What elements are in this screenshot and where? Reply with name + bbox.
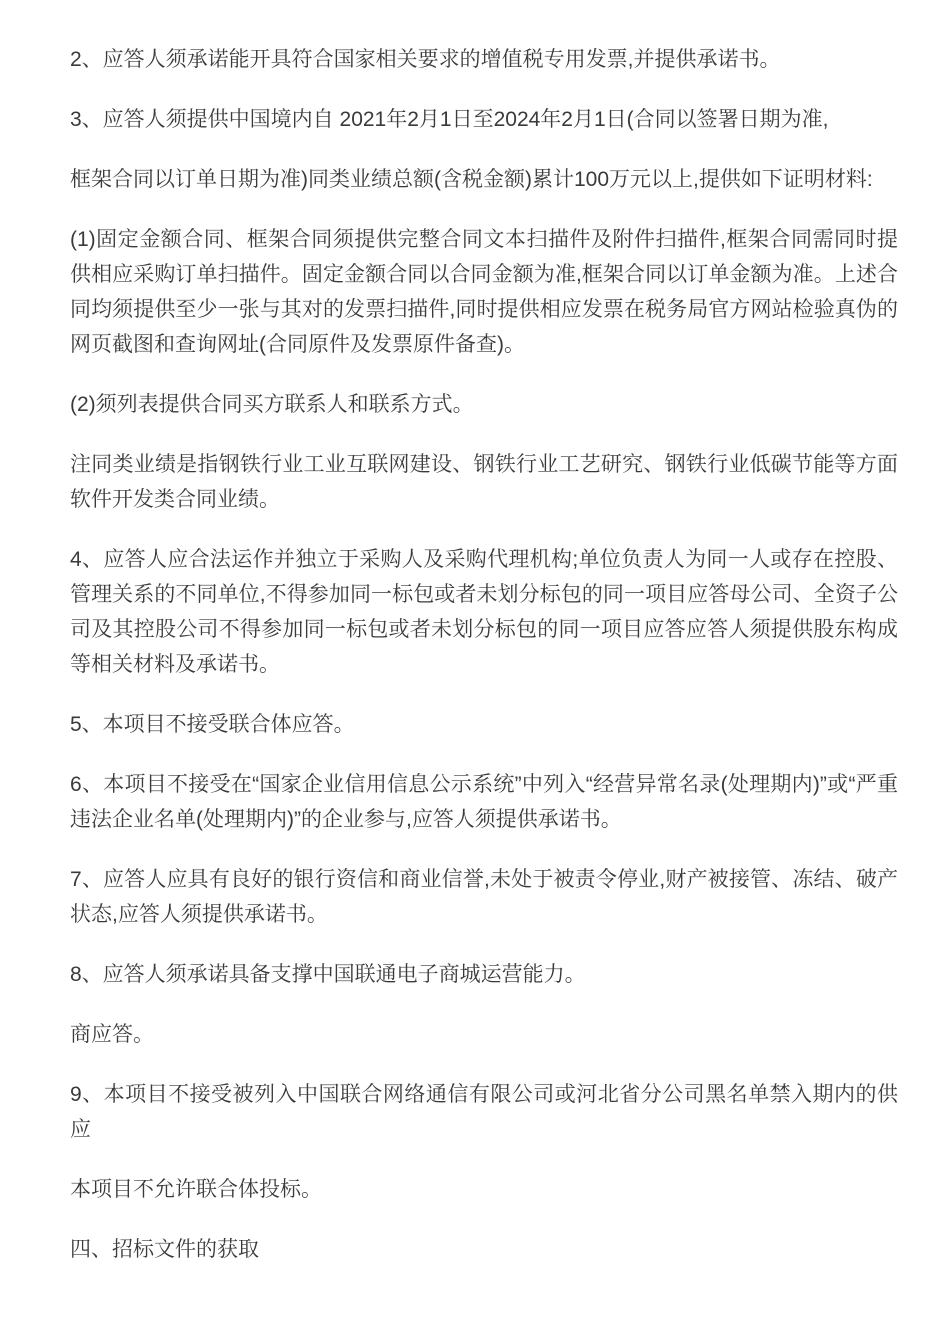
paragraph-subitem-2: (2)须列表提供合同买方联系人和联系方式。	[70, 393, 474, 416]
paragraph-no-consortium: 本项目不允许联合体投标。	[70, 1178, 322, 1201]
section-heading-4: 四、招标文件的获取	[70, 1238, 259, 1261]
paragraph-note: 注同类业绩是指钢铁行业工业互联网建设、钢铁行业工艺研究、钢铁行业低碳节能等方面软件开发类合同业绩。	[70, 453, 898, 511]
document-body	[70, 42, 898, 1292]
paragraph-item-5: 5、本项目不接受联合体应答。	[70, 713, 355, 736]
paragraph-item-3: 3、应答人须提供中国境内自 2021年2月1日至2024年2月1日(合同以签署日期为准,	[70, 108, 829, 131]
paragraph-subitem-1: (1)固定金额合同、框架合同须提供完整合同文本扫描件及附件扫描件,框架合同需同时提供相应采购订单扫描件。固定金额合同以合同金额为准,框架合同以订单金额为准。上述合同均须提供至少一张与其对的发票扫描件,同时提供相应发票在税务局官方网站检验真伪的网页截图和查询网址(合同原件及发票原件备查)。	[70, 228, 898, 356]
paragraph-item-4: 4、应答人应合法运作并独立于采购人及采购代理机构;单位负责人为同一人或存在控股、管理关系的不同单位,不得参加同一标包或者未划分标包的同一项目应答母公司、全资子公司及其控股公司不得参加同一标包或者未划分标包的同一项目应答应答人须提供股东构成等相关材料及承诺书。	[70, 548, 898, 676]
paragraph-item-9: 9、本项目不接受被列入中国联合网络通信有限公司或河北省分公司黑名单禁入期内的供应	[70, 1083, 898, 1141]
paragraph-item-8: 8、应答人须承诺具备支撑中国联通电子商城运营能力。	[70, 963, 586, 986]
paragraph-item-3-continued: 框架合同以订单日期为准)同类业绩总额(含税金额)累计100万元以上,提供如下证明材料:	[70, 168, 873, 191]
paragraph-item-6: 6、本项目不接受在“国家企业信用信息公示系统”中列入“经营异常名录(处理期内)”或“严重违法企业名单(处理期内)”的企业参与,应答人须提供承诺书。	[70, 773, 898, 831]
paragraph-item-7: 7、应答人应具有良好的银行资信和商业信誉,未处于被责令停业,财产被接管、冻结、破产状态,应答人须提供承诺书。	[70, 868, 898, 926]
paragraph-fragment: 商应答。	[70, 1023, 154, 1046]
paragraph-item-2: 2、应答人须承诺能开具符合国家相关要求的增值税专用发票,并提供承诺书。	[70, 48, 781, 71]
